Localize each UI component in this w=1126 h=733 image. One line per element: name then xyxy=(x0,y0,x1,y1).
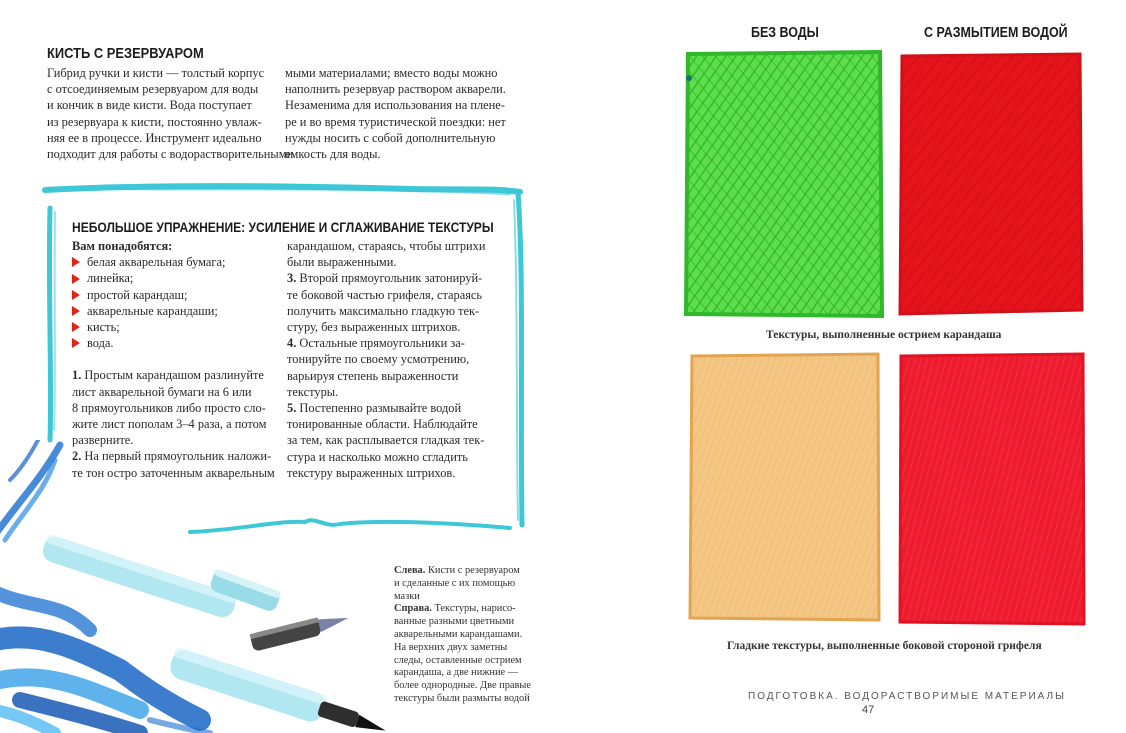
triangle-bullet-icon xyxy=(72,338,80,348)
caption-smooth-textures: Гладкие текстуры, выполненные боковой стороной грифеля xyxy=(727,640,1042,652)
caption-left-line: Слева. Кисти с резервуаром xyxy=(394,565,520,576)
list-item-label: простой карандаш; xyxy=(87,287,188,302)
photo-caption xyxy=(394,565,531,706)
step-4: 4. Остальные прямоугольники за- xyxy=(287,336,465,351)
text-line: карандашом, стараясь, чтобы штрихи xyxy=(287,239,486,253)
list-item xyxy=(72,287,275,303)
triangle-bullet-icon xyxy=(72,322,80,332)
list-item xyxy=(72,254,275,270)
section-column-2 xyxy=(285,65,506,162)
list-item xyxy=(72,319,275,335)
text-line: и сделанные с их помощью xyxy=(394,577,516,589)
text-line: более однородные. Две правые xyxy=(394,680,532,692)
text-line: текстуры. xyxy=(287,384,339,399)
text-line: следы, оставленные острием xyxy=(394,654,522,666)
text-line: и кончик в виде кисти. Вода поступает xyxy=(47,98,252,113)
triangle-bullet-icon xyxy=(72,257,80,267)
section-heading: КИСТЬ С РЕЗЕРВУАРОМ xyxy=(47,45,204,62)
text-line: няя ее в процессе. Инструмент идеально xyxy=(47,130,262,145)
text-line: лист акварельной бумаги на 6 или xyxy=(72,384,252,399)
step-5: 5. Постепенно размывайте водой xyxy=(287,401,462,416)
text-line: наполнить резервуар раствором акварели. xyxy=(285,82,506,97)
text-line: те тон остро заточенным акварельным xyxy=(72,465,275,480)
text-line: емкость для воды. xyxy=(285,147,381,162)
list-item-label: вода. xyxy=(87,336,114,351)
text-line: с отсоединяемым резервуаром для воды xyxy=(47,82,259,97)
text-line: из резервуара к кисти, постоянно увлаж- xyxy=(47,114,262,129)
list-item-label: кисть; xyxy=(87,320,120,335)
text-line: тонированные области. Наблюдайте xyxy=(287,417,478,432)
exercise-title: НЕБОЛЬШОЕ УПРАЖНЕНИЕ: УСИЛЕНИЕ И СГЛАЖИВАНИЕ ТЕКСТУРЫ xyxy=(72,219,494,235)
column-label-wet: С РАЗМЫТИЕМ ВОДОЙ xyxy=(924,25,1068,41)
caption-right-line: Справа. Текстуры, нарисо- xyxy=(394,603,516,615)
text-line: за тем, как расплывается гладкая тек- xyxy=(287,433,485,448)
step-2: 2. На первый прямоугольник наложи- xyxy=(72,449,272,464)
text-line: разверните. xyxy=(72,433,134,448)
text-line: карандаша, а две нижние — xyxy=(394,667,519,679)
text-line: те боковой частью грифеля, стараясь xyxy=(287,287,483,302)
text-line: получить максимально гладкую тек- xyxy=(287,303,480,318)
text-line: Гибрид ручки и кисти — толстый корпус xyxy=(47,66,265,80)
text-line: мыми материалами; вместо воды можно xyxy=(285,66,498,80)
swatch-red-smooth xyxy=(898,352,1086,628)
list-item-label: акварельные карандаши; xyxy=(87,303,218,318)
triangle-bullet-icon xyxy=(72,306,80,316)
text-line: подходит для работы с водорастворительными xyxy=(47,147,294,162)
water-brush-photo xyxy=(0,440,395,733)
column-label-dry: БЕЗ ВОДЫ xyxy=(751,25,819,41)
step-3: 3. Второй прямоугольник затонируй- xyxy=(287,271,483,286)
running-footer: ПОДГОТОВКА. ВОДОРАСТВОРИМЫЕ МАТЕРИАЛЫ xyxy=(748,691,1066,702)
swatch-red-washed xyxy=(898,52,1084,316)
list-item xyxy=(72,303,275,319)
list-item xyxy=(72,335,275,351)
text-line: нужды носить с собой дополнительную xyxy=(285,130,496,145)
text-line: акварельными карандашами. xyxy=(394,628,523,640)
text-line: На верхних двух заметны xyxy=(394,641,508,653)
page-number: 47 xyxy=(862,704,875,716)
list-item xyxy=(72,270,275,286)
text-line: Незаменима для использования на плене- xyxy=(285,98,505,113)
text-line: текстуры были размыты водой xyxy=(394,692,530,704)
triangle-bullet-icon xyxy=(72,274,80,284)
text-line: жите лист пополам 3–4 раза, а потом xyxy=(72,417,267,432)
text-line: стура и насколько можно сгладить xyxy=(287,449,468,464)
swatch-orange-smooth xyxy=(688,352,882,624)
caption-sharp-textures: Текстуры, выполненные острием карандаша xyxy=(766,329,1002,341)
step-1: 1. Простым карандашом разлинуйте xyxy=(72,368,264,383)
text-line: ре и во время туристической поездки: нет xyxy=(285,114,506,129)
text-line: тонируйте по своему усмотрению, xyxy=(287,352,470,367)
text-line: стуру, без выраженных штрихов. xyxy=(287,320,461,335)
text-line: текстуру выраженных штрихов. xyxy=(287,465,456,480)
text-line: 8 прямоугольников либо просто сло- xyxy=(72,400,266,415)
triangle-bullet-icon xyxy=(72,290,80,300)
text-line: мазки xyxy=(394,590,420,602)
text-line: варьируя степень выраженности xyxy=(287,368,459,383)
section-column-1 xyxy=(47,65,293,162)
needs-label: Вам понадобятся: xyxy=(72,239,173,253)
text-line: были выраженными. xyxy=(287,255,397,270)
text-line: ванные разными цветными xyxy=(394,616,515,628)
list-item-label: белая акварельная бумага; xyxy=(87,255,226,270)
list-item-label: линейка; xyxy=(87,271,134,286)
swatch-green-hatched xyxy=(682,48,887,320)
